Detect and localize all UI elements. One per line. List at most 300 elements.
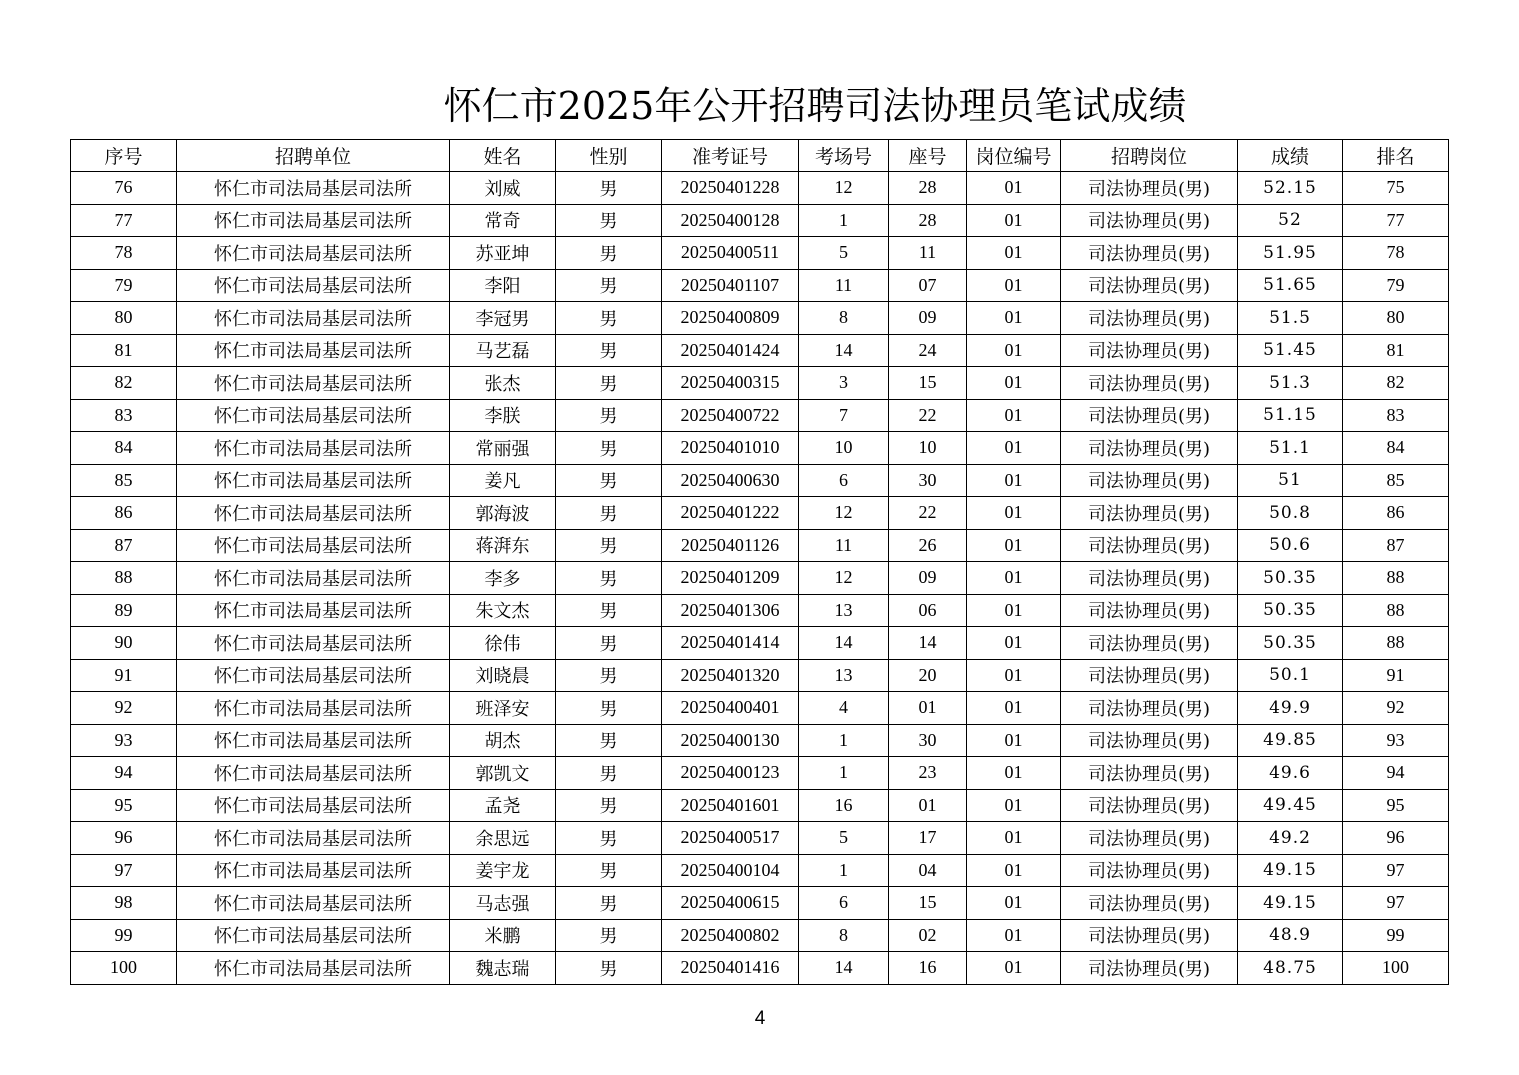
cell-serial-number: 79 — [71, 269, 177, 302]
cell-score: 51.65 — [1238, 269, 1343, 302]
cell-rank: 77 — [1343, 204, 1449, 237]
cell-exam-room: 10 — [799, 432, 889, 465]
cell-position-code: 01 — [967, 757, 1061, 790]
cell-position: 司法协理员(男) — [1061, 302, 1238, 335]
table-row — [71, 594, 1449, 627]
header-name: 姓名 — [450, 140, 556, 172]
cell-position-code: 01 — [967, 627, 1061, 660]
header-serial-number: 序号 — [71, 140, 177, 172]
cell-gender: 男 — [556, 529, 662, 562]
cell-position: 司法协理员(男) — [1061, 432, 1238, 465]
cell-serial-number: 78 — [71, 237, 177, 270]
cell-exam-room: 12 — [799, 172, 889, 205]
cell-exam-room: 3 — [799, 367, 889, 400]
cell-seat-number: 02 — [889, 919, 967, 952]
cell-seat-number: 28 — [889, 204, 967, 237]
page-title: 怀仁市2025年公开招聘司法协理员笔试成绩 — [443, 84, 1187, 128]
cell-seat-number: 09 — [889, 562, 967, 595]
cell-position: 司法协理员(男) — [1061, 464, 1238, 497]
cell-exam-room: 14 — [799, 627, 889, 660]
cell-seat-number: 06 — [889, 594, 967, 627]
cell-seat-number: 24 — [889, 334, 967, 367]
cell-rank: 87 — [1343, 529, 1449, 562]
table-row — [71, 952, 1449, 985]
cell-position-code: 01 — [967, 204, 1061, 237]
cell-rank: 96 — [1343, 822, 1449, 855]
cell-position: 司法协理员(男) — [1061, 919, 1238, 952]
cell-exam-room: 6 — [799, 887, 889, 920]
cell-gender: 男 — [556, 497, 662, 530]
cell-position-code: 01 — [967, 952, 1061, 985]
cell-admission-number: 20250400517 — [662, 822, 799, 855]
cell-position: 司法协理员(男) — [1061, 562, 1238, 595]
cell-seat-number: 11 — [889, 237, 967, 270]
cell-recruiting-unit: 怀仁市司法局基层司法所 — [177, 204, 450, 237]
cell-exam-room: 8 — [799, 919, 889, 952]
cell-rank: 79 — [1343, 269, 1449, 302]
cell-admission-number: 20250401601 — [662, 789, 799, 822]
cell-recruiting-unit: 怀仁市司法局基层司法所 — [177, 367, 450, 400]
cell-score: 51.1 — [1238, 432, 1343, 465]
cell-exam-room: 8 — [799, 302, 889, 335]
cell-gender: 男 — [556, 659, 662, 692]
table-row — [71, 302, 1449, 335]
cell-name: 张杰 — [450, 367, 556, 400]
cell-serial-number: 77 — [71, 204, 177, 237]
table-row — [71, 562, 1449, 595]
cell-recruiting-unit: 怀仁市司法局基层司法所 — [177, 887, 450, 920]
cell-admission-number: 20250401320 — [662, 659, 799, 692]
score-table — [70, 139, 1449, 985]
cell-seat-number: 14 — [889, 627, 967, 660]
cell-admission-number: 20250400511 — [662, 237, 799, 270]
cell-exam-room: 7 — [799, 399, 889, 432]
cell-rank: 97 — [1343, 887, 1449, 920]
cell-admission-number: 20250400809 — [662, 302, 799, 335]
cell-gender: 男 — [556, 854, 662, 887]
cell-seat-number: 26 — [889, 529, 967, 562]
cell-admission-number: 20250401126 — [662, 529, 799, 562]
cell-position: 司法协理员(男) — [1061, 627, 1238, 660]
cell-score: 49.45 — [1238, 789, 1343, 822]
cell-rank: 84 — [1343, 432, 1449, 465]
cell-position: 司法协理员(男) — [1061, 399, 1238, 432]
page-number: 4 — [754, 1008, 766, 1029]
cell-gender: 男 — [556, 334, 662, 367]
cell-position: 司法协理员(男) — [1061, 497, 1238, 530]
cell-exam-room: 11 — [799, 529, 889, 562]
cell-seat-number: 09 — [889, 302, 967, 335]
cell-rank: 88 — [1343, 562, 1449, 595]
cell-gender: 男 — [556, 399, 662, 432]
cell-score: 49.85 — [1238, 724, 1343, 757]
cell-rank: 85 — [1343, 464, 1449, 497]
cell-recruiting-unit: 怀仁市司法局基层司法所 — [177, 757, 450, 790]
cell-recruiting-unit: 怀仁市司法局基层司法所 — [177, 237, 450, 270]
cell-position-code: 01 — [967, 692, 1061, 725]
table-body — [71, 172, 1449, 985]
cell-admission-number: 20250401222 — [662, 497, 799, 530]
cell-name: 郭海波 — [450, 497, 556, 530]
table-row — [71, 237, 1449, 270]
cell-position: 司法协理员(男) — [1061, 594, 1238, 627]
cell-rank: 100 — [1343, 952, 1449, 985]
cell-seat-number: 22 — [889, 497, 967, 530]
cell-name: 徐伟 — [450, 627, 556, 660]
cell-seat-number: 20 — [889, 659, 967, 692]
cell-position-code: 01 — [967, 464, 1061, 497]
cell-serial-number: 98 — [71, 887, 177, 920]
cell-admission-number: 20250400128 — [662, 204, 799, 237]
table-row — [71, 529, 1449, 562]
cell-exam-room: 1 — [799, 757, 889, 790]
cell-seat-number: 01 — [889, 692, 967, 725]
cell-admission-number: 20250401424 — [662, 334, 799, 367]
cell-exam-room: 4 — [799, 692, 889, 725]
cell-admission-number: 20250400722 — [662, 399, 799, 432]
cell-name: 李冠男 — [450, 302, 556, 335]
cell-gender: 男 — [556, 237, 662, 270]
cell-admission-number: 20250400630 — [662, 464, 799, 497]
cell-position: 司法协理员(男) — [1061, 269, 1238, 302]
cell-serial-number: 85 — [71, 464, 177, 497]
cell-serial-number: 90 — [71, 627, 177, 660]
cell-name: 朱文杰 — [450, 594, 556, 627]
cell-name: 余思远 — [450, 822, 556, 855]
table-row — [71, 269, 1449, 302]
cell-gender: 男 — [556, 432, 662, 465]
cell-recruiting-unit: 怀仁市司法局基层司法所 — [177, 562, 450, 595]
cell-position-code: 01 — [967, 854, 1061, 887]
cell-exam-room: 1 — [799, 204, 889, 237]
cell-serial-number: 82 — [71, 367, 177, 400]
header-position-code: 岗位编号 — [967, 140, 1061, 172]
cell-rank: 88 — [1343, 627, 1449, 660]
cell-admission-number: 20250401010 — [662, 432, 799, 465]
cell-recruiting-unit: 怀仁市司法局基层司法所 — [177, 724, 450, 757]
cell-position-code: 01 — [967, 659, 1061, 692]
cell-gender: 男 — [556, 822, 662, 855]
cell-name: 刘威 — [450, 172, 556, 205]
cell-exam-room: 13 — [799, 659, 889, 692]
cell-admission-number: 20250401228 — [662, 172, 799, 205]
cell-serial-number: 80 — [71, 302, 177, 335]
cell-rank: 88 — [1343, 594, 1449, 627]
cell-recruiting-unit: 怀仁市司法局基层司法所 — [177, 594, 450, 627]
cell-rank: 83 — [1343, 399, 1449, 432]
cell-recruiting-unit: 怀仁市司法局基层司法所 — [177, 334, 450, 367]
cell-score: 49.6 — [1238, 757, 1343, 790]
cell-score: 49.2 — [1238, 822, 1343, 855]
cell-score: 50.8 — [1238, 497, 1343, 530]
cell-score: 51.15 — [1238, 399, 1343, 432]
cell-serial-number: 97 — [71, 854, 177, 887]
cell-seat-number: 28 — [889, 172, 967, 205]
table-row — [71, 822, 1449, 855]
cell-score: 48.75 — [1238, 952, 1343, 985]
cell-serial-number: 94 — [71, 757, 177, 790]
cell-name: 马志强 — [450, 887, 556, 920]
cell-admission-number: 20250400401 — [662, 692, 799, 725]
cell-admission-number: 20250400315 — [662, 367, 799, 400]
cell-gender: 男 — [556, 594, 662, 627]
cell-position: 司法协理员(男) — [1061, 789, 1238, 822]
cell-score: 50.35 — [1238, 627, 1343, 660]
cell-seat-number: 23 — [889, 757, 967, 790]
cell-exam-room: 14 — [799, 334, 889, 367]
table-row — [71, 367, 1449, 400]
cell-exam-room: 6 — [799, 464, 889, 497]
table-row — [71, 627, 1449, 660]
table-row — [71, 919, 1449, 952]
cell-name: 胡杰 — [450, 724, 556, 757]
cell-seat-number: 15 — [889, 887, 967, 920]
cell-score: 49.15 — [1238, 887, 1343, 920]
cell-position: 司法协理员(男) — [1061, 822, 1238, 855]
cell-exam-room: 14 — [799, 952, 889, 985]
cell-recruiting-unit: 怀仁市司法局基层司法所 — [177, 854, 450, 887]
cell-position-code: 01 — [967, 562, 1061, 595]
cell-position-code: 01 — [967, 432, 1061, 465]
cell-position-code: 01 — [967, 367, 1061, 400]
cell-position: 司法协理员(男) — [1061, 204, 1238, 237]
cell-score: 50.1 — [1238, 659, 1343, 692]
cell-exam-room: 1 — [799, 854, 889, 887]
cell-rank: 99 — [1343, 919, 1449, 952]
cell-admission-number: 20250401414 — [662, 627, 799, 660]
cell-score: 50.6 — [1238, 529, 1343, 562]
header-position: 招聘岗位 — [1061, 140, 1238, 172]
cell-serial-number: 76 — [71, 172, 177, 205]
cell-rank: 82 — [1343, 367, 1449, 400]
table-row — [71, 692, 1449, 725]
cell-serial-number: 95 — [71, 789, 177, 822]
cell-rank: 78 — [1343, 237, 1449, 270]
cell-recruiting-unit: 怀仁市司法局基层司法所 — [177, 172, 450, 205]
cell-position-code: 01 — [967, 789, 1061, 822]
cell-serial-number: 84 — [71, 432, 177, 465]
cell-exam-room: 16 — [799, 789, 889, 822]
cell-serial-number: 81 — [71, 334, 177, 367]
cell-serial-number: 83 — [71, 399, 177, 432]
cell-score: 50.35 — [1238, 594, 1343, 627]
cell-seat-number: 15 — [889, 367, 967, 400]
header-score: 成绩 — [1238, 140, 1343, 172]
cell-position: 司法协理员(男) — [1061, 854, 1238, 887]
cell-recruiting-unit: 怀仁市司法局基层司法所 — [177, 464, 450, 497]
cell-score: 51 — [1238, 464, 1343, 497]
cell-name: 蒋湃东 — [450, 529, 556, 562]
cell-score: 49.15 — [1238, 854, 1343, 887]
cell-position-code: 01 — [967, 334, 1061, 367]
cell-position-code: 01 — [967, 724, 1061, 757]
cell-recruiting-unit: 怀仁市司法局基层司法所 — [177, 432, 450, 465]
header-row — [71, 140, 1449, 172]
cell-score: 50.35 — [1238, 562, 1343, 595]
cell-name: 姜宇龙 — [450, 854, 556, 887]
cell-admission-number: 20250400802 — [662, 919, 799, 952]
cell-gender: 男 — [556, 464, 662, 497]
cell-position-code: 01 — [967, 887, 1061, 920]
cell-recruiting-unit: 怀仁市司法局基层司法所 — [177, 302, 450, 335]
cell-gender: 男 — [556, 562, 662, 595]
table-row — [71, 887, 1449, 920]
cell-seat-number: 30 — [889, 724, 967, 757]
cell-serial-number: 88 — [71, 562, 177, 595]
cell-exam-room: 1 — [799, 724, 889, 757]
cell-gender: 男 — [556, 952, 662, 985]
table-row — [71, 334, 1449, 367]
cell-gender: 男 — [556, 172, 662, 205]
header-exam-room: 考场号 — [799, 140, 889, 172]
cell-exam-room: 13 — [799, 594, 889, 627]
cell-position: 司法协理员(男) — [1061, 724, 1238, 757]
table-row — [71, 172, 1449, 205]
cell-recruiting-unit: 怀仁市司法局基层司法所 — [177, 627, 450, 660]
cell-admission-number: 20250400130 — [662, 724, 799, 757]
table-row — [71, 464, 1449, 497]
cell-position: 司法协理员(男) — [1061, 757, 1238, 790]
cell-rank: 94 — [1343, 757, 1449, 790]
cell-position-code: 01 — [967, 497, 1061, 530]
cell-gender: 男 — [556, 627, 662, 660]
cell-score: 51.95 — [1238, 237, 1343, 270]
cell-serial-number: 87 — [71, 529, 177, 562]
cell-seat-number: 10 — [889, 432, 967, 465]
cell-rank: 95 — [1343, 789, 1449, 822]
table-row — [71, 497, 1449, 530]
cell-position-code: 01 — [967, 172, 1061, 205]
table-row — [71, 757, 1449, 790]
table-row — [71, 432, 1449, 465]
cell-recruiting-unit: 怀仁市司法局基层司法所 — [177, 789, 450, 822]
cell-rank: 92 — [1343, 692, 1449, 725]
cell-serial-number: 92 — [71, 692, 177, 725]
cell-position: 司法协理员(男) — [1061, 659, 1238, 692]
cell-recruiting-unit: 怀仁市司法局基层司法所 — [177, 822, 450, 855]
cell-serial-number: 93 — [71, 724, 177, 757]
cell-serial-number: 91 — [71, 659, 177, 692]
cell-serial-number: 96 — [71, 822, 177, 855]
cell-rank: 93 — [1343, 724, 1449, 757]
cell-seat-number: 17 — [889, 822, 967, 855]
cell-seat-number: 30 — [889, 464, 967, 497]
table-header — [71, 140, 1449, 172]
cell-rank: 81 — [1343, 334, 1449, 367]
cell-name: 李朕 — [450, 399, 556, 432]
cell-score: 51.45 — [1238, 334, 1343, 367]
cell-recruiting-unit: 怀仁市司法局基层司法所 — [177, 497, 450, 530]
cell-admission-number: 20250401209 — [662, 562, 799, 595]
cell-recruiting-unit: 怀仁市司法局基层司法所 — [177, 952, 450, 985]
cell-position-code: 01 — [967, 399, 1061, 432]
cell-name: 马艺磊 — [450, 334, 556, 367]
cell-serial-number: 100 — [71, 952, 177, 985]
cell-seat-number: 01 — [889, 789, 967, 822]
cell-position-code: 01 — [967, 269, 1061, 302]
cell-position-code: 01 — [967, 822, 1061, 855]
cell-exam-room: 5 — [799, 822, 889, 855]
cell-position: 司法协理员(男) — [1061, 952, 1238, 985]
header-gender: 性别 — [556, 140, 662, 172]
header-recruiting-unit: 招聘单位 — [177, 140, 450, 172]
cell-serial-number: 89 — [71, 594, 177, 627]
cell-name: 常丽强 — [450, 432, 556, 465]
cell-score: 51.3 — [1238, 367, 1343, 400]
cell-seat-number: 04 — [889, 854, 967, 887]
cell-position: 司法协理员(男) — [1061, 334, 1238, 367]
cell-name: 魏志瑞 — [450, 952, 556, 985]
cell-exam-room: 12 — [799, 562, 889, 595]
cell-gender: 男 — [556, 692, 662, 725]
cell-recruiting-unit: 怀仁市司法局基层司法所 — [177, 919, 450, 952]
table-row — [71, 854, 1449, 887]
cell-position: 司法协理员(男) — [1061, 237, 1238, 270]
cell-admission-number: 20250401416 — [662, 952, 799, 985]
cell-admission-number: 20250400123 — [662, 757, 799, 790]
cell-gender: 男 — [556, 919, 662, 952]
cell-gender: 男 — [556, 302, 662, 335]
cell-recruiting-unit: 怀仁市司法局基层司法所 — [177, 269, 450, 302]
cell-rank: 80 — [1343, 302, 1449, 335]
cell-gender: 男 — [556, 789, 662, 822]
cell-admission-number: 20250401107 — [662, 269, 799, 302]
cell-gender: 男 — [556, 887, 662, 920]
cell-name: 米鹏 — [450, 919, 556, 952]
cell-admission-number: 20250400104 — [662, 854, 799, 887]
cell-recruiting-unit: 怀仁市司法局基层司法所 — [177, 399, 450, 432]
cell-name: 孟尧 — [450, 789, 556, 822]
cell-position: 司法协理员(男) — [1061, 692, 1238, 725]
cell-score: 52 — [1238, 204, 1343, 237]
cell-serial-number: 86 — [71, 497, 177, 530]
cell-rank: 75 — [1343, 172, 1449, 205]
cell-name: 班泽安 — [450, 692, 556, 725]
table-row — [71, 204, 1449, 237]
cell-rank: 86 — [1343, 497, 1449, 530]
cell-name: 苏亚坤 — [450, 237, 556, 270]
header-seat-number: 座号 — [889, 140, 967, 172]
cell-position-code: 01 — [967, 529, 1061, 562]
cell-admission-number: 20250401306 — [662, 594, 799, 627]
cell-score: 52.15 — [1238, 172, 1343, 205]
header-admission-number: 准考证号 — [662, 140, 799, 172]
cell-position-code: 01 — [967, 594, 1061, 627]
cell-position: 司法协理员(男) — [1061, 887, 1238, 920]
cell-gender: 男 — [556, 757, 662, 790]
cell-recruiting-unit: 怀仁市司法局基层司法所 — [177, 659, 450, 692]
cell-gender: 男 — [556, 724, 662, 757]
cell-score: 49.9 — [1238, 692, 1343, 725]
cell-position-code: 01 — [967, 919, 1061, 952]
cell-gender: 男 — [556, 204, 662, 237]
cell-gender: 男 — [556, 269, 662, 302]
cell-name: 李多 — [450, 562, 556, 595]
table-row — [71, 724, 1449, 757]
cell-exam-room: 5 — [799, 237, 889, 270]
cell-recruiting-unit: 怀仁市司法局基层司法所 — [177, 692, 450, 725]
cell-serial-number: 99 — [71, 919, 177, 952]
cell-recruiting-unit: 怀仁市司法局基层司法所 — [177, 529, 450, 562]
cell-name: 刘晓晨 — [450, 659, 556, 692]
cell-position: 司法协理员(男) — [1061, 529, 1238, 562]
cell-score: 48.9 — [1238, 919, 1343, 952]
cell-exam-room: 11 — [799, 269, 889, 302]
cell-position: 司法协理员(男) — [1061, 172, 1238, 205]
cell-name: 姜凡 — [450, 464, 556, 497]
cell-position-code: 01 — [967, 302, 1061, 335]
table-row — [71, 659, 1449, 692]
